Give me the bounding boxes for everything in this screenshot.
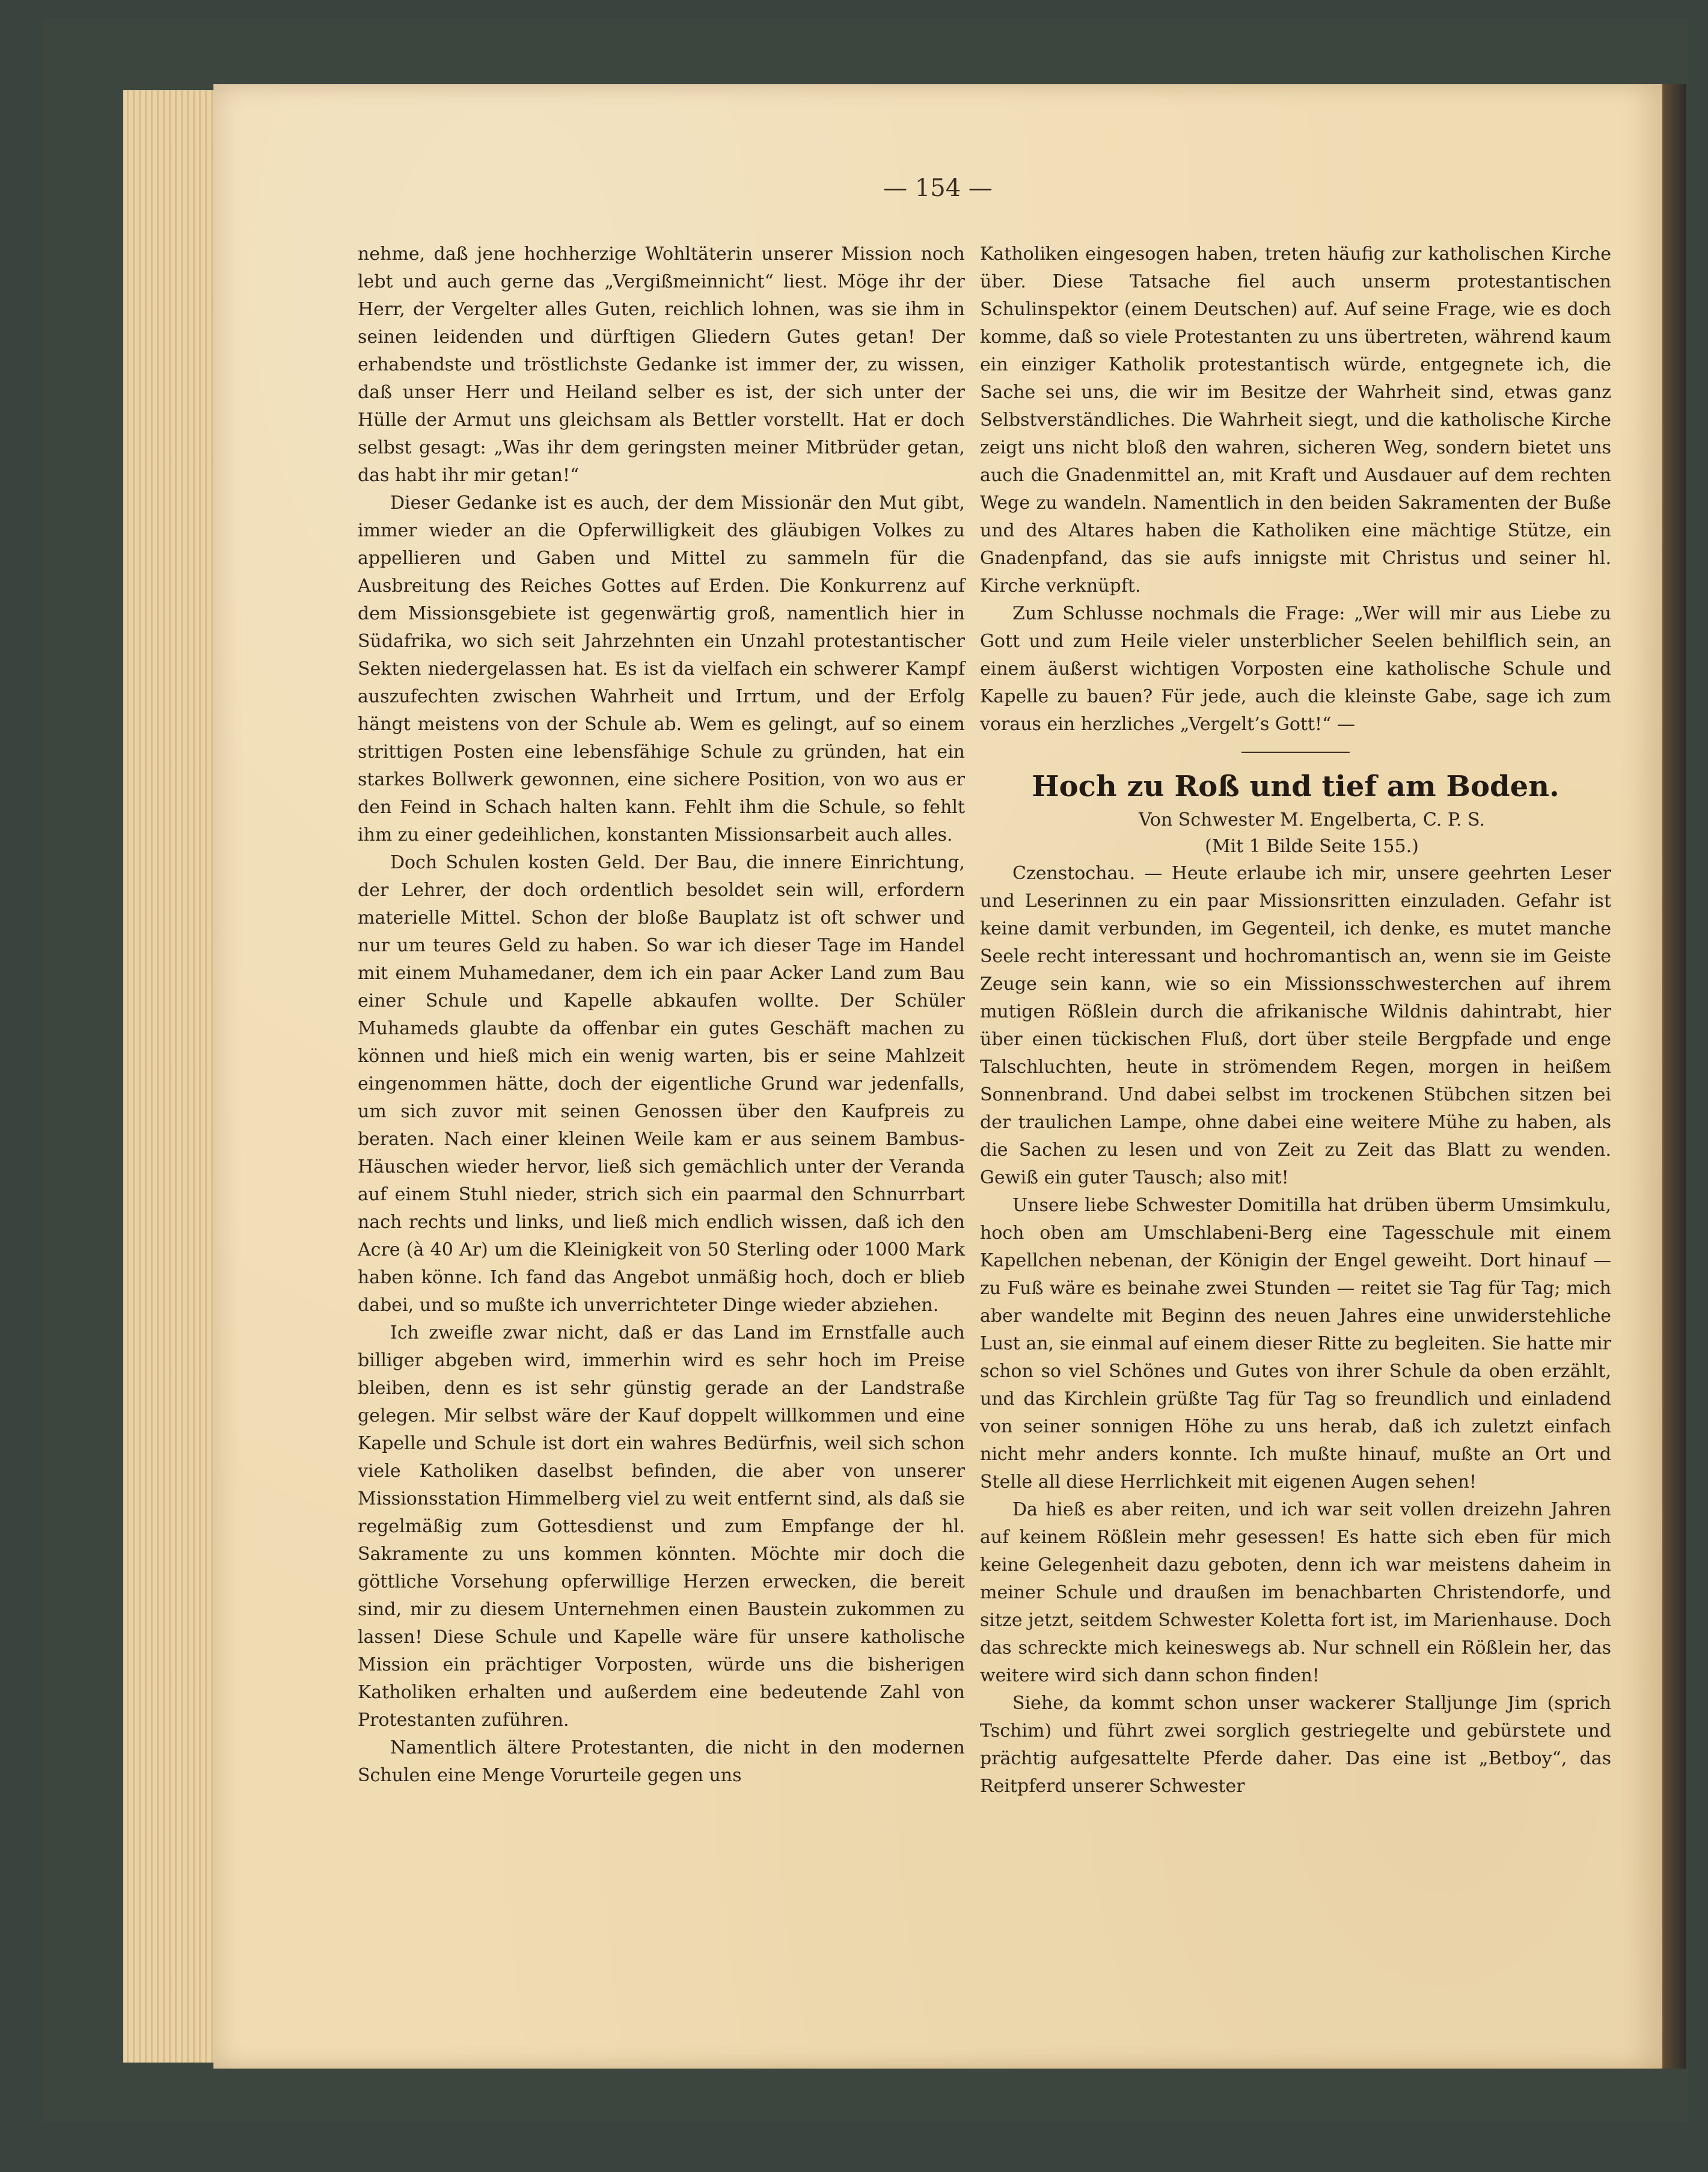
left-column (358, 241, 965, 1790)
paragraph: Czenstochau. — Heute erlaube ich mir, unsere geehrten Leser und Leserinnen zu ein paar Missionsritten einzuladen. Gefahr ist keine damit verbunden, im Gegenteil, ich denke, es mutet manche Seele recht interessant und hochromantisch an, wenn sie im Geiste Zeuge sein kann, wie so ein Missionsschwesterchen auf ihrem mutigen Rößlein durch die afrikanische Wildnis dahintrabt, hier über einen tückischen Fluß, dort über steile Bergpfade und enge Talschluchten, heute in strömendem Regen, morgen in heißem Sonnenbrand. Und dabei selbst im trockenen Stübchen sitzen bei der traulichen Lampe, ohne dabei eine weitere Mühe zu haben, als die Sachen zu lesen und von Zeit zu Zeit das Blatt zu wenden. Gewiß ein guter Tausch; also mit! (980, 863, 1611, 1188)
paragraph: Ich zweifle zwar nicht, daß er das Land im Ernstfalle auch billiger abgeben wird, immerhin wird es sehr hoch im Preise bleiben, denn es ist sehr günstig gerade an der Landstraße gelegen. Mir selbst wäre der Kauf doppelt willkommen und eine Kapelle und Schule ist dort ein wahres Bedürfnis, weil sich schon viele Katholiken daselbst befinden, die aber von unserer Missionsstation Himmelberg viel zu weit entfernt sind, als daß sie regelmäßig zum Gottesdienst und zum Empfange der hl. Sakramente zu uns kommen könnten. Möchte mir doch die göttliche Vorsehung opferwillige Herzen erwecken, die bereit sind, mir zu diesem Unternehmen einen Baustein zukommen zu lassen! Diese Schule und Kapelle wäre für unsere katholische Mission ein prächtiger Vorposten, würde uns die bisherigen Katholiken erhalten und außerdem eine bedeutende Zahl von Protestanten zuführen. (358, 1322, 965, 1731)
paragraph: Siehe, da kommt schon unser wackerer Stalljunge Jim (sprich Tschim) und führt zwei sorglich gestriegelte und gebürstete und prächtig aufgesattelte Pferde daher. Das eine ist „Betboy“, das Reitpferd unserer Schwester (980, 1693, 1611, 1797)
book-page (213, 84, 1662, 2069)
article-byline: Von Schwester M. Engelberta, C. P. S. (1138, 809, 1486, 830)
image-reference: (Mit 1 Bilde Seite 155.) (1205, 836, 1419, 857)
section-divider (1241, 752, 1350, 753)
paragraph: nehme, daß jene hochherzige Wohltäterin unserer Mission noch lebt und auch gerne das „Vergißmeinnicht“ liest. Möge ihr der Herr, der Vergelter alles Guten, reichlich lohnen, was sie ihm in seinen leidenden und dürftigen Gliedern Gutes getan! Der erhabendste und tröstlichste Gedanke ist immer der, zu wissen, daß unser Herr und Heiland selber es ist, der sich unter der Hülle der Armut uns gleichsam als Bettler vorstellt. Hat er doch selbst gesagt: „Was ihr dem geringsten meiner Mitbrüder getan, das habt ihr mir getan!“ (358, 244, 965, 486)
article-title: Hoch zu Roß und tief am Boden. (1032, 770, 1560, 803)
paragraph: Namentlich ältere Protestanten, die nicht in den modernen Schulen eine Menge Vorurteile gegen uns (358, 1737, 965, 1786)
paragraph: Doch Schulen kosten Geld. Der Bau, die innere Einrichtung, der Lehrer, der doch ordentlich besoldet sein will, erfordern materielle Mittel. Schon der bloße Bauplatz ist oft schwer und nur um teures Geld zu haben. So war ich dieser Tage im Handel mit einem Muhamedaner, dem ich ein paar Acker Land zum Bau einer Schule und Kapelle abkaufen wollte. Der Schüler Muhameds glaubte da offenbar ein gutes Geschäft machen zu können und hieß mich ein wenig warten, bis er seine Mahlzeit eingenommen hätte, doch der eigentliche Grund war jedenfalls, um sich zuvor mit seinen Genossen über den Kaufpreis zu beraten. Nach einer kleinen Weile kam er aus seinem Bambus-Häuschen wieder hervor, ließ sich gemächlich unter der Veranda auf einem Stuhl nieder, strich sich ein paarmal den Schnurrbart nach rechts und links, und ließ mich endlich wissen, daß ich den Acre (à 40 Ar) um die Kleinigkeit von 50 Sterling oder 1000 Mark haben könne. Ich fand das Angebot unmäßig hoch, doch er blieb dabei, und so mußte ich unverrichteter Dinge wieder abziehen. (358, 852, 965, 1316)
paragraph: Da hieß es aber reiten, und ich war seit vollen dreizehn Jahren auf keinem Rößlein mehr gesessen! Es hatte sich eben für mich keine Gelegenheit dazu geboten, denn ich war meistens daheim in meiner Schule und draußen im benachbarten Christendorfe, und sitze jetzt, seitdem Schwester Koletta fort ist, im Marienhause. Doch das schreckte mich keineswegs ab. Nur schnell ein Rößlein her, das weitere wird sich dann schon finden! (980, 1499, 1611, 1686)
paragraph: Dieser Gedanke ist es auch, der dem Missionär den Mut gibt, immer wieder an die Opferwilligkeit des gläubigen Volkes zu appellieren und Gaben und Mittel zu sammeln für die Ausbreitung des Reiches Gottes auf Erden. Die Konkurrenz auf dem Missionsgebiete ist gegenwärtig groß, namentlich hier in Südafrika, wo sich seit Jahrzehnten ein Unzahl protestantischer Sekten niedergelassen hat. Es ist da vielfach ein schwerer Kampf auszufechten zwischen Wahrheit und Irrtum, und der Erfolg hängt meistens von der Schule ab. Wem es gelingt, auf so einem strittigen Posten eine lebensfähige Schule zu gründen, hat ein starkes Bollwerk gewonnen, eine sichere Position, von wo aus er den Feind in Schach halten kann. Fehlt ihm die Schule, so fehlt ihm zu einer gedeihlichen, konstanten Missionsarbeit auch alles. (358, 492, 965, 845)
paragraph: Zum Schlusse nochmals die Frage: „Wer will mir aus Liebe zu Gott und zum Heile vieler unsterblicher Seelen behilflich sein, an einem äußerst wichtigen Vorposten eine katholische Schule und Kapelle zu bauen? Für jede, auch die kleinste Gabe, sage ich zum voraus ein herzliches „Vergelt’s Gott!“ — (980, 603, 1611, 735)
page-number: — 154 — (883, 174, 993, 202)
paragraph: Unsere liebe Schwester Domitilla hat drüben überm Umsimkulu, hoch oben am Umschlabeni-Berg eine Tagesschule mit einem Kapellchen nebenan, der Königin der Engel geweiht. Dort hinauf — zu Fuß wäre es beinahe zwei Stunden — reitet sie Tag für Tag; mich aber wandelte mit Beginn des neuen Jahres eine unwiderstehliche Lust an, sie einmal auf einem dieser Ritte zu begleiten. Sie hatte mir schon so viel Schönes und Gutes von ihrer Schule da oben erzählt, und das Kirchlein grüßte Tag für Tag so freundlich und einladend von seiner sonnigen Höhe zu uns herab, daß ich zuletzt einfach nicht mehr anders konnte. Ich mußte hinauf, mußte an Ort und Stelle all diese Herrlichkeit mit eigenen Augen sehen! (980, 1195, 1611, 1492)
right-column (980, 241, 1611, 1800)
paragraph: Katholiken eingesogen haben, treten häufig zur katholischen Kirche über. Diese Tatsache fiel auch unserm protestantischen Schulinspektor (einem Deutschen) auf. Auf seine Frage, wie es doch komme, daß so viele Protestanten zu uns übertreten, während kaum ein einziger Katholik protestantisch würde, entgegnete ich, die Sache sei uns, die wir im Besitze der Wahrheit sind, etwas ganz Selbstverständliches. Die Wahrheit siegt, und die katholische Kirche zeigt uns nicht bloß den wahren, sicheren Weg, sondern bietet uns auch die Gnadenmittel an, mit Kraft und Ausdauer auf dem rechten Wege zu wandeln. Namentlich in den beiden Sakramenten der Buße und des Altares haben die Katholiken eine mächtige Stütze, ein Gnadenpfand, das sie aufs innigste mit Christus und seiner hl. Kirche verknüpft. (980, 244, 1611, 597)
